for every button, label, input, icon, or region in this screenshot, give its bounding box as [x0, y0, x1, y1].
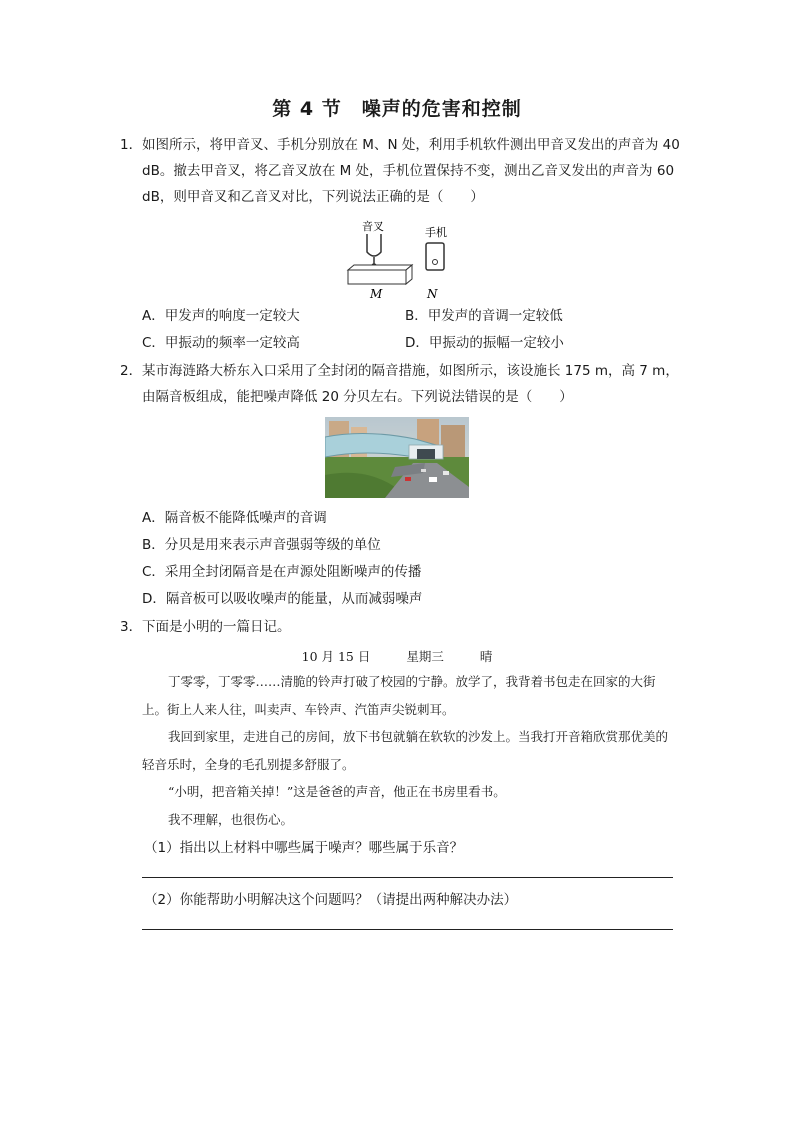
diary-date: 10 月 15 日 [301, 649, 371, 664]
answer-line-2[interactable] [142, 929, 673, 930]
question-3 [120, 614, 680, 640]
diary-paragraph: 我回到家里，走进自己的房间，放下书包就躺在软软的沙发上。当我打开音箱欣赏那优美的轻音乐时，全身的毛孔别提多舒服了。 [142, 729, 669, 772]
option-d[interactable]: D．隔音板可以吸收噪声的能量，从而减弱噪声 [142, 591, 423, 607]
tuning-fork-phone-figure [340, 218, 460, 302]
diary-paragraph: “小明，把音箱关掉！”这是爸爸的声音，他正在书房里看书。 [168, 784, 506, 799]
question-number: 1． [120, 137, 143, 153]
question-text: 下面是小明的一篇日记。 [142, 619, 291, 635]
option-d[interactable]: D．甲振动的振幅一定较小 [405, 335, 564, 351]
label-n: N [427, 287, 438, 301]
label-m: M [370, 287, 383, 301]
diary-weekday: 星期三 [406, 649, 444, 664]
resonator-box [348, 265, 412, 284]
highway-noise-barrier-photo [325, 417, 469, 498]
question-text: 如图所示，将甲音叉、手机分别放在 M、N 处，利用手机软件测出甲音叉发出的声音为 40 dB。撤去甲音叉，将乙音叉放在 M 处，手机位置保持不变，测出乙音叉发出的声音为 60 dB，则甲音叉和乙音叉对比，下列说法正确的是（ ） [142, 137, 680, 205]
option-a[interactable]: A．甲发声的响度一定较大 [142, 308, 300, 324]
page-title: 第 4 节 噪声的危害和控制 [272, 98, 522, 120]
diary-date-line [0, 647, 794, 665]
question-2 [120, 358, 680, 410]
fork-label: 音叉 [362, 220, 384, 233]
sub-question-1: （1）指出以上材料中哪些属于噪声？哪些属于乐音？ [144, 840, 464, 856]
question-2-options [142, 505, 422, 613]
option-c[interactable]: C．甲振动的频率一定较高 [142, 335, 300, 351]
option-a[interactable]: A．隔音板不能降低噪声的音调 [142, 510, 327, 526]
option-c[interactable]: C．采用全封闭隔音是在声源处阻断噪声的传播 [142, 564, 422, 580]
question-1-options [142, 303, 668, 357]
phone-icon [426, 243, 444, 270]
answer-line-1[interactable] [142, 877, 673, 878]
question-1 [120, 132, 680, 210]
diary-weather: 晴 [479, 649, 493, 664]
question-text: 某市海涟路大桥东入口采用了全封闭的隔音措施，如图所示，该设施长 175 m，高 7 m，由隔音板组成，能把噪声降低 20 分贝左右。下列说法错误的是（ ） [142, 363, 679, 405]
phone-label: 手机 [425, 226, 447, 239]
diary-text [142, 668, 672, 833]
question-number: 2． [120, 363, 143, 379]
sub-question-2: （2）你能帮助小明解决这个问题吗？（请提出两种解决办法） [144, 892, 518, 908]
option-b[interactable]: B．分贝是用来表示声音强弱等级的单位 [142, 537, 381, 553]
option-b[interactable]: B．甲发声的音调一定较低 [405, 308, 563, 324]
diary-paragraph: 我不理解，也很伤心。 [168, 811, 294, 827]
tuning-fork-icon [367, 234, 381, 268]
question-number: 3． [120, 619, 143, 635]
diary-paragraph: 丁零零，丁零零……清脆的铃声打破了校园的宁静。放学了，我背着书包走在回家的大街上。街上人来人往，叫卖声、车铃声、汽笛声尖锐刺耳。 [142, 674, 656, 717]
